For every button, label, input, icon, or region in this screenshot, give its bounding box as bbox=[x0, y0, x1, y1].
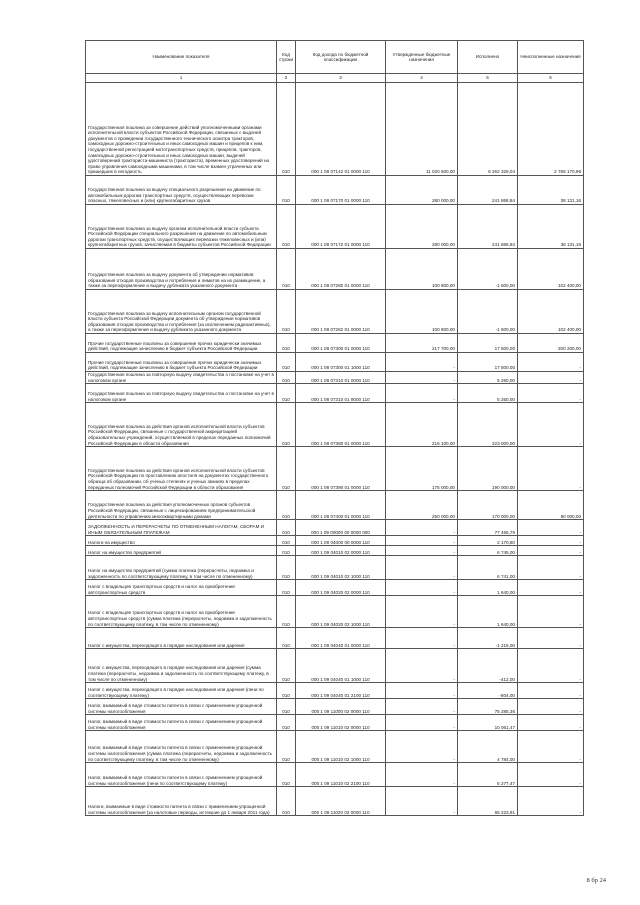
row-approved: - bbox=[386, 546, 458, 556]
row-remaining: - bbox=[518, 731, 584, 763]
column-number: 2 bbox=[277, 74, 296, 83]
row-line-code: 010 bbox=[277, 520, 296, 536]
row-executed: 10 061,47 bbox=[458, 715, 518, 731]
row-budget-code: 000 1 08 07142 01 0000 110 bbox=[296, 83, 386, 176]
row-remaining: - bbox=[518, 372, 584, 384]
table-row bbox=[86, 715, 584, 731]
row-executed: 5 250,00 bbox=[458, 372, 518, 384]
row-approved: - bbox=[386, 556, 458, 580]
row-line-code: 010 bbox=[277, 334, 296, 353]
row-line-code: 010 bbox=[277, 787, 296, 816]
column-number: 5 bbox=[458, 74, 518, 83]
row-remaining: - bbox=[518, 683, 584, 699]
row-indicator-name: Государственная пошлина за выдачу специального разрешения на движение по автомобильным дорогам транспортных средств, осуществляющих перевозки опасных, тяжеловесных и (или) крупногабаритных грузов bbox=[86, 176, 277, 205]
table-row bbox=[86, 384, 584, 403]
row-approved: 100 800,00 bbox=[386, 290, 458, 334]
row-indicator-name: Государственная пошлина за действия органов исполнительной власти субъектов Российской Федерации, связанные с государственной аккредитацией образовательных учреждений, осуществляемой в пределах переданных полномочий Российской Федерации в области образования bbox=[86, 403, 277, 447]
row-budget-code: 000 1 09 11010 02 2100 110 bbox=[296, 763, 386, 787]
row-indicator-name: Государственная пошлина за действия уполномоченных органов субъектов Российской Федерации, связанные с лицензированием предпринимательской деятельности по управлению многоквартирными домами bbox=[86, 491, 277, 520]
row-approved: - bbox=[386, 787, 458, 816]
column-number: 6 bbox=[518, 74, 584, 83]
row-remaining: 102 400,00 bbox=[518, 249, 584, 290]
page-number: 8 бр 24 bbox=[586, 877, 606, 884]
row-approved: - bbox=[386, 731, 458, 763]
row-approved: 280 000,00 bbox=[386, 176, 458, 205]
row-budget-code: 000 1 08 07400 01 0000 110 bbox=[296, 491, 386, 520]
row-remaining: - bbox=[518, 580, 584, 596]
column-number: 4 bbox=[386, 74, 458, 83]
row-remaining: 38 131,16 bbox=[518, 176, 584, 205]
row-budget-code: 000 1 08 07310 01 0000 110 bbox=[296, 372, 386, 384]
row-approved: - bbox=[386, 649, 458, 683]
row-budget-code: 000 1 09 11010 02 0000 110 bbox=[296, 715, 386, 731]
row-line-code: 010 bbox=[277, 546, 296, 556]
row-executed: 241 868,84 bbox=[458, 176, 518, 205]
row-line-code: 010 bbox=[277, 556, 296, 580]
row-indicator-name: Государственная пошлина за действия органов исполнительной власти субъектов Российской Федерации по проставлению апостиля на документах государственного образца об образовании, об ученых степенях и ученых званиях в пределах переданных полномочий Российской Федерации в области образования bbox=[86, 447, 277, 491]
row-indicator-name: Налоги, взимаемые в виде стоимости патента в связи с применением упрощенной системы налогообложения (за налоговые периоды, истекшие до 1 января 2011 года) bbox=[86, 787, 277, 816]
row-indicator-name: Государственная пошлина за повторную выдачу свидетельства о постановке на учет в налоговом органе bbox=[86, 372, 277, 384]
row-line-code: 010 bbox=[277, 683, 296, 699]
row-executed: -1 600,00 bbox=[458, 290, 518, 334]
row-line-code: 010 bbox=[277, 580, 296, 596]
header-executed: Исполнено bbox=[458, 41, 518, 74]
row-approved: 217 700,00 bbox=[386, 334, 458, 353]
table-row bbox=[86, 596, 584, 628]
row-remaining: - bbox=[518, 649, 584, 683]
row-remaining: - bbox=[518, 384, 584, 403]
header-line-code: Код строки bbox=[277, 41, 296, 74]
row-approved: - bbox=[386, 520, 458, 536]
row-executed: 8 262 329,04 bbox=[458, 83, 518, 176]
row-indicator-name: Налоги на имущество bbox=[86, 536, 277, 546]
row-approved: 100 800,00 bbox=[386, 249, 458, 290]
row-budget-code: 000 1 08 07300 01 0000 110 bbox=[296, 334, 386, 353]
row-indicator-name: Налог на имущество предприятий (сумма платежа (перерасчеты, недоимка и задолженность по соответствующему платежу, в том числе по отмененному) bbox=[86, 556, 277, 580]
row-line-code: 010 bbox=[277, 249, 296, 290]
row-remaining: - bbox=[518, 353, 584, 372]
table-row bbox=[86, 403, 584, 447]
row-line-code: 010 bbox=[277, 384, 296, 403]
row-executed: 17 500,00 bbox=[458, 353, 518, 372]
row-line-code: 010 bbox=[277, 83, 296, 176]
row-executed: 241 868,84 bbox=[458, 205, 518, 249]
row-budget-code: 000 1 09 04040 01 0000 110 bbox=[296, 628, 386, 649]
row-indicator-name: Налог, взимаемый в виде стоимости патента в связи с применением упрощенной системы налогообложения bbox=[86, 699, 277, 715]
row-approved: 250 000,00 bbox=[386, 491, 458, 520]
row-indicator-name: Налог с имущества, переходящего в порядке наследования или дарения (сумма платежа (перерасчеты, недоимка и задолженность по соответствующему платежу, в том числе по отмененному) bbox=[86, 649, 277, 683]
row-executed: 5 250,00 bbox=[458, 384, 518, 403]
table-row bbox=[86, 546, 584, 556]
row-budget-code: 000 1 08 07282 01 0000 110 bbox=[296, 290, 386, 334]
row-approved: - bbox=[386, 715, 458, 731]
row-indicator-name: Государственная пошлина за выдачу исполнительным органом государственной власти субъекта Российской Федерации документа об утверждении нормативов образования отходов производства и потребления (за исключением радиоактивных), а также за переоформление и выдачу дубликата указанного документа bbox=[86, 290, 277, 334]
row-line-code: 010 bbox=[277, 731, 296, 763]
row-budget-code: 000 1 09 04040 01 1000 110 bbox=[296, 649, 386, 683]
table-row bbox=[86, 290, 584, 334]
row-remaining: 200 200,00 bbox=[518, 334, 584, 353]
row-approved: - bbox=[386, 763, 458, 787]
table-row bbox=[86, 628, 584, 649]
row-indicator-name: Налог на имущество предприятий bbox=[86, 546, 277, 556]
row-line-code: 010 bbox=[277, 649, 296, 683]
row-remaining: - bbox=[518, 447, 584, 491]
row-remaining: - bbox=[518, 715, 584, 731]
table-row bbox=[86, 556, 584, 580]
row-approved: - bbox=[386, 683, 458, 699]
row-executed: -804,00 bbox=[458, 683, 518, 699]
row-indicator-name: Государственная пошлина за совершение действий уполномоченными органами исполнительной власти субъектов Российской Федерации, связанных с выдачей документов о проведении государственного технического осмотра тракторов, самоходных дорожно-строительных и иных самоходных машин и прицепов к ним, государственной регистрацией мототранспортных средств, прицепов, тракторов, самоходных дорожно-строительных и иных самоходных машин, выдачей удостоверений тракториста-машиниста (тракториста), временных удостоверений на право управления самоходными машинами, в том числе взамен утраченных или пришедших в негодность bbox=[86, 83, 277, 176]
row-remaining: - bbox=[518, 520, 584, 536]
row-budget-code: 000 1 09 11000 02 0000 110 bbox=[296, 699, 386, 715]
row-remaining: - bbox=[518, 546, 584, 556]
table-row bbox=[86, 83, 584, 176]
row-indicator-name: Налог с имущества, переходящего в порядке наследования или дарения (пени по соответствующему платежу) bbox=[86, 683, 277, 699]
row-approved: - bbox=[386, 596, 458, 628]
table-row bbox=[86, 520, 584, 536]
row-approved: - bbox=[386, 372, 458, 384]
row-indicator-name: Налог, взимаемый в виде стоимости патента в связи с применением упрощенной системы налогообложения bbox=[86, 715, 277, 731]
row-indicator-name: Налог, взимаемый в виде стоимости патента в связи с применением упрощенной системы налогообложения (пени по соответствующему платежу) bbox=[86, 763, 277, 787]
row-approved: - bbox=[386, 699, 458, 715]
row-line-code: 010 bbox=[277, 176, 296, 205]
table-row bbox=[86, 353, 584, 372]
row-executed: -1 216,00 bbox=[458, 628, 518, 649]
row-indicator-name: Государственная пошлина за выдачу документа об утверждении нормативов образования отходов производства и потребления и лимитов на их размещение, а также за переоформление и выдачу дубликата указанного документа bbox=[86, 249, 277, 290]
table-row bbox=[86, 580, 584, 596]
column-number-row bbox=[86, 74, 584, 83]
row-executed: 17 500,00 bbox=[458, 334, 518, 353]
row-budget-code: 000 1 09 04010 02 0000 110 bbox=[296, 546, 386, 556]
row-indicator-name: Налог с владельцев транспортных средств и налог на приобретение автотранспортных средств (сумма платежа (перерасчеты, недоимка и задолженность по соответствующему платежу, в том числе по отмененному) bbox=[86, 596, 277, 628]
row-approved: 11 020 500,00 bbox=[386, 83, 458, 176]
row-budget-code: 000 1 09 04010 02 1000 110 bbox=[296, 556, 386, 580]
row-line-code: 010 bbox=[277, 536, 296, 546]
row-executed: 6 745,00 bbox=[458, 546, 518, 556]
row-line-code: 010 bbox=[277, 353, 296, 372]
row-budget-code: 000 1 08 07172 01 0000 110 bbox=[296, 205, 386, 249]
table-row bbox=[86, 249, 584, 290]
row-approved: 280 000,00 bbox=[386, 205, 458, 249]
row-budget-code: 000 1 08 07310 01 8000 110 bbox=[296, 384, 386, 403]
row-line-code: 010 bbox=[277, 290, 296, 334]
table-row bbox=[86, 699, 584, 715]
row-line-code: 010 bbox=[277, 596, 296, 628]
row-executed: -1 600,00 bbox=[458, 249, 518, 290]
table-row bbox=[86, 334, 584, 353]
row-budget-code: 000 1 08 07300 01 1000 110 bbox=[296, 353, 386, 372]
row-budget-code: 000 1 08 07380 01 0000 110 bbox=[296, 403, 386, 447]
row-remaining: 2 758 170,96 bbox=[518, 83, 584, 176]
row-line-code: 010 bbox=[277, 447, 296, 491]
row-remaining: - bbox=[518, 403, 584, 447]
header-indicator-name: Наименование показателя bbox=[86, 41, 277, 74]
row-indicator-name: Государственная пошлина за выдачу органом исполнительной власти субъекта Российской Федерации специального разрешения на движение по автомобильным дорогам транспортных средств, осуществляющих перевозки тяжеловесных и (или) крупногабаритных грузов, зачисляемая в бюджеты субъектов Российской Федерации bbox=[86, 205, 277, 249]
row-budget-code: 000 1 08 07390 01 0000 110 bbox=[296, 447, 386, 491]
column-number: 1 bbox=[86, 74, 277, 83]
row-executed: 2 170,80 bbox=[458, 536, 518, 546]
row-line-code: 010 bbox=[277, 491, 296, 520]
row-approved: 175 000,00 bbox=[386, 447, 458, 491]
row-executed: 1 640,00 bbox=[458, 596, 518, 628]
row-remaining: - bbox=[518, 556, 584, 580]
table-row bbox=[86, 731, 584, 763]
row-executed: 77 455,76 bbox=[458, 520, 518, 536]
table-row bbox=[86, 787, 584, 816]
row-approved: - bbox=[386, 384, 458, 403]
row-executed: 65 223,91 bbox=[458, 787, 518, 816]
row-indicator-name: Налог, взимаемый в виде стоимости патента в связи с применением упрощенной системы налогообложения (сумма платежа (перерасчеты, недоимка и задолженность по соответствующему платежу, в том числе по отмененному) bbox=[86, 731, 277, 763]
row-executed: 223 000,00 bbox=[458, 403, 518, 447]
row-budget-code: 000 1 09 11020 02 0000 110 bbox=[296, 787, 386, 816]
row-budget-code: 000 1 08 07280 01 0000 110 bbox=[296, 249, 386, 290]
table-row bbox=[86, 372, 584, 384]
row-indicator-name: Прочие государственные пошлины за совершение прочих юридически значимых действий, подлежащие зачислению в бюджет субъекта Российской Федерации bbox=[86, 334, 277, 353]
row-executed: 190 000,00 bbox=[458, 447, 518, 491]
row-indicator-name: Государственная пошлина за повторную выдачу свидетельства о постановке на учет в налоговом органе bbox=[86, 384, 277, 403]
table-header-row bbox=[86, 41, 584, 74]
row-budget-code: 000 1 09 04000 00 0000 110 bbox=[296, 536, 386, 546]
row-executed: 75 285,36 bbox=[458, 699, 518, 715]
table-body bbox=[86, 83, 584, 816]
row-budget-code: 000 1 09 04020 02 1000 110 bbox=[296, 596, 386, 628]
row-remaining: - bbox=[518, 787, 584, 816]
row-indicator-name: Налог с имущества, переходящего в порядке наследования или дарения bbox=[86, 628, 277, 649]
row-approved: - bbox=[386, 536, 458, 546]
table-row bbox=[86, 763, 584, 787]
row-line-code: 010 bbox=[277, 715, 296, 731]
row-approved: - bbox=[386, 353, 458, 372]
row-line-code: 010 bbox=[277, 699, 296, 715]
row-executed: 170 000,00 bbox=[458, 491, 518, 520]
row-remaining: - bbox=[518, 699, 584, 715]
table-row bbox=[86, 649, 584, 683]
row-approved: 216 100,00 bbox=[386, 403, 458, 447]
row-approved: - bbox=[386, 580, 458, 596]
table-row bbox=[86, 205, 584, 249]
row-line-code: 010 bbox=[277, 372, 296, 384]
table-row bbox=[86, 491, 584, 520]
row-indicator-name: Налог с владельцев транспортных средств и налог на приобретение автотранспортных средств bbox=[86, 580, 277, 596]
row-indicator-name: Прочие государственные пошлины за совершение прочих юридически значимых действий, подлежащие зачислению в бюджет субъекта Российской Федерации bbox=[86, 353, 277, 372]
row-remaining: 38 131,16 bbox=[518, 205, 584, 249]
table-row bbox=[86, 536, 584, 546]
row-budget-code: 000 1 09 00000 00 0000 000 bbox=[296, 520, 386, 536]
header-remaining: Неисполненные назначения bbox=[518, 41, 584, 74]
row-remaining: - bbox=[518, 763, 584, 787]
row-line-code: 010 bbox=[277, 403, 296, 447]
row-line-code: 010 bbox=[277, 628, 296, 649]
table-row bbox=[86, 447, 584, 491]
row-executed: 6 741,00 bbox=[458, 556, 518, 580]
row-remaining: 102 400,00 bbox=[518, 290, 584, 334]
row-budget-code: 000 1 09 11010 02 1000 110 bbox=[296, 731, 386, 763]
row-executed: 5 277,47 bbox=[458, 763, 518, 787]
row-approved: - bbox=[386, 628, 458, 649]
header-approved: Утвержденные бюджетные назначения bbox=[386, 41, 458, 74]
row-line-code: 010 bbox=[277, 205, 296, 249]
row-budget-code: 000 1 08 07170 01 0000 110 bbox=[296, 176, 386, 205]
table-row bbox=[86, 176, 584, 205]
row-remaining: - bbox=[518, 536, 584, 546]
row-executed: -412,00 bbox=[458, 649, 518, 683]
row-executed: 4 784,00 bbox=[458, 731, 518, 763]
header-budget-code: Код дохода по бюджетной классификации bbox=[296, 41, 386, 74]
column-number: 3 bbox=[296, 74, 386, 83]
row-budget-code: 000 1 09 04020 02 0000 110 bbox=[296, 580, 386, 596]
table-row bbox=[86, 683, 584, 699]
row-budget-code: 000 1 09 04040 01 2100 110 bbox=[296, 683, 386, 699]
row-remaining: - bbox=[518, 628, 584, 649]
row-remaining: 80 000,00 bbox=[518, 491, 584, 520]
row-line-code: 010 bbox=[277, 763, 296, 787]
row-remaining: - bbox=[518, 596, 584, 628]
row-indicator-name: ЗАДОЛЖЕННОСТЬ И ПЕРЕРАСЧЕТЫ ПО ОТМЕНЕННЫМ НАЛОГАМ, СБОРАМ И ИНЫМ ОБЯЗАТЕЛЬНЫМ ПЛАТЕЖАМ bbox=[86, 520, 277, 536]
row-executed: 1 640,00 bbox=[458, 580, 518, 596]
income-report-table bbox=[85, 40, 584, 816]
